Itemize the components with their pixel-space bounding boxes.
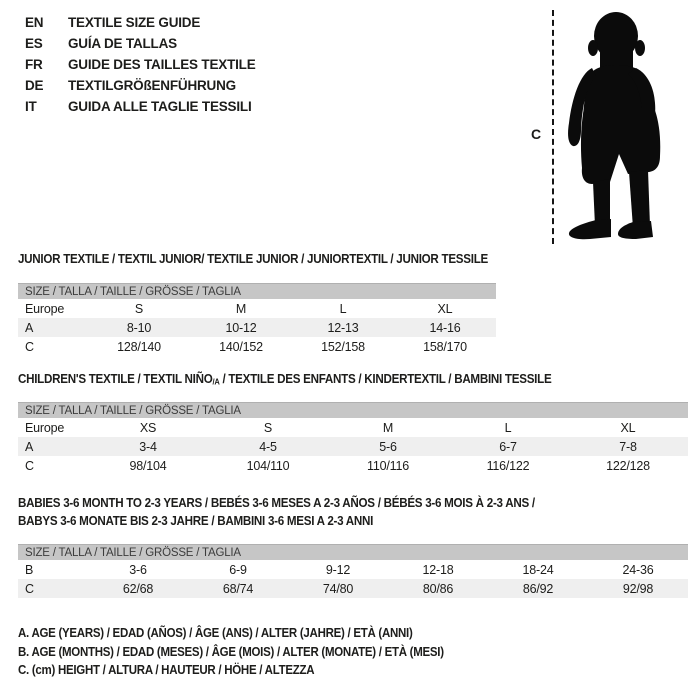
table-row-europe [18,299,496,318]
value-cell: 116/122 [486,458,530,473]
size-cell: L [504,420,512,435]
size-cell: L [339,301,347,316]
lang-code: EN [25,15,44,30]
value-cell: 6-7 [499,439,517,454]
value-cell: 110/116 [367,458,409,473]
value-cell: 140/152 [219,339,263,354]
size-cell: XL [437,301,453,316]
junior-size-table [18,283,496,356]
children-section-title [18,372,551,386]
title-subscript: /A [212,377,220,387]
value-cell: 12-18 [422,562,454,577]
value-cell: 62/68 [122,581,154,596]
value-cell: 86/92 [522,581,554,596]
lang-label: GUIDE DES TAILLES TEXTILE [68,57,256,72]
babies-section-title-line1: BABIES 3-6 MONTH TO 2-3 YEARS / BEBÉS 3-6 MESES A 2-3 AÑOS / BÉBÉS 3-6 MOIS À 2-3 ANS / [18,496,535,510]
size-header-bar: SIZE / TALLA / TAILLE / GRÖSSE / TAGLIA [18,402,688,418]
lang-row-de [25,75,256,96]
row-label: C [25,581,34,596]
lang-label: TEXTILGRÖßENFÜHRUNG [68,78,236,93]
children-size-table [18,402,688,475]
row-label: A [25,320,34,335]
lang-row-en [25,12,256,33]
size-cell: M [235,301,247,316]
lang-label: TEXTILE SIZE GUIDE [68,15,201,30]
table-row-height [18,579,688,598]
value-cell: 74/80 [322,581,354,596]
row-label: B [25,562,34,577]
babies-size-table [18,544,688,598]
size-cell: M [382,420,394,435]
table-row-age [18,437,688,456]
toddler-silhouette-icon [556,8,668,244]
lang-label: GUÍA DE TALLAS [68,36,177,51]
value-cell: 104/110 [246,458,290,473]
value-cell: 3-4 [139,439,157,454]
row-label: C [25,339,34,354]
value-cell: 128/140 [117,339,161,354]
row-label: Europe [25,301,65,316]
value-cell: 18-24 [522,562,554,577]
table-row-europe [18,418,688,437]
row-label: C [25,458,34,473]
table-row-age-months [18,560,688,579]
title-part: / TEXTILE DES ENFANTS / KINDERTEXTIL / BAMBINI TESSILE [219,372,552,386]
size-cell: S [263,420,273,435]
lang-row-fr [25,54,256,75]
height-marker-label: C [531,126,542,142]
value-cell: 152/158 [321,339,365,354]
lang-code: IT [25,99,37,114]
value-cell: 98/104 [129,458,167,473]
junior-section-title: JUNIOR TEXTILE / TEXTIL JUNIOR/ TEXTILE JUNIOR / JUNIORTEXTIL / JUNIOR TESSILE [18,252,488,266]
size-header-bar: SIZE / TALLA / TAILLE / GRÖSSE / TAGLIA [18,283,496,299]
size-cell: XS [139,420,157,435]
value-cell: 9-12 [325,562,351,577]
value-cell: 12-13 [327,320,359,335]
lang-code: FR [25,57,43,72]
table-row-height [18,337,496,356]
title-part: CHILDREN'S TEXTILE / TEXTIL NIÑO [18,372,213,386]
lang-code: DE [25,78,44,93]
size-cell: S [134,301,144,316]
footnote-c: C. (cm) HEIGHT / ALTURA / HAUTEUR / HÖHE / ALTEZZA [18,663,315,677]
value-cell: 3-6 [129,562,147,577]
table-row-age [18,318,496,337]
value-cell: 24-36 [622,562,654,577]
row-label: A [25,439,34,454]
language-title-list [25,12,256,117]
lang-code: ES [25,36,43,51]
footnotes [18,626,481,682]
size-header-bar: SIZE / TALLA / TAILLE / GRÖSSE / TAGLIA [18,544,688,560]
footnote-a: A. AGE (YEARS) / EDAD (AÑOS) / ÂGE (ANS) / ALTER (JAHRE) / ETÀ (ANNI) [18,626,413,640]
value-cell: 14-16 [429,320,461,335]
value-cell: 5-6 [379,439,397,454]
value-cell: 7-8 [619,439,637,454]
lang-row-es [25,33,256,54]
height-dashed-line [552,10,554,244]
value-cell: 122/128 [606,458,650,473]
value-cell: 80/86 [422,581,454,596]
value-cell: 10-12 [225,320,257,335]
footnote-b: B. AGE (MONTHS) / EDAD (MESES) / ÂGE (MOIS) / ALTER (MONATE) / ETÀ (MESI) [18,644,444,659]
babies-section-title-line2: BABYS 3-6 MONATE BIS 2-3 JAHRE / BAMBINI 3-6 MESI A 2-3 ANNI [18,514,374,528]
table-row-height [18,456,688,475]
lang-label: GUIDA ALLE TAGLIE TESSILI [68,99,252,114]
value-cell: 92/98 [622,581,654,596]
value-cell: 158/170 [423,339,467,354]
value-cell: 4-5 [259,439,277,454]
size-cell: XL [620,420,636,435]
row-label: Europe [25,420,65,435]
value-cell: 8-10 [126,320,152,335]
value-cell: 68/74 [222,581,254,596]
value-cell: 6-9 [229,562,247,577]
lang-row-it [25,96,256,117]
